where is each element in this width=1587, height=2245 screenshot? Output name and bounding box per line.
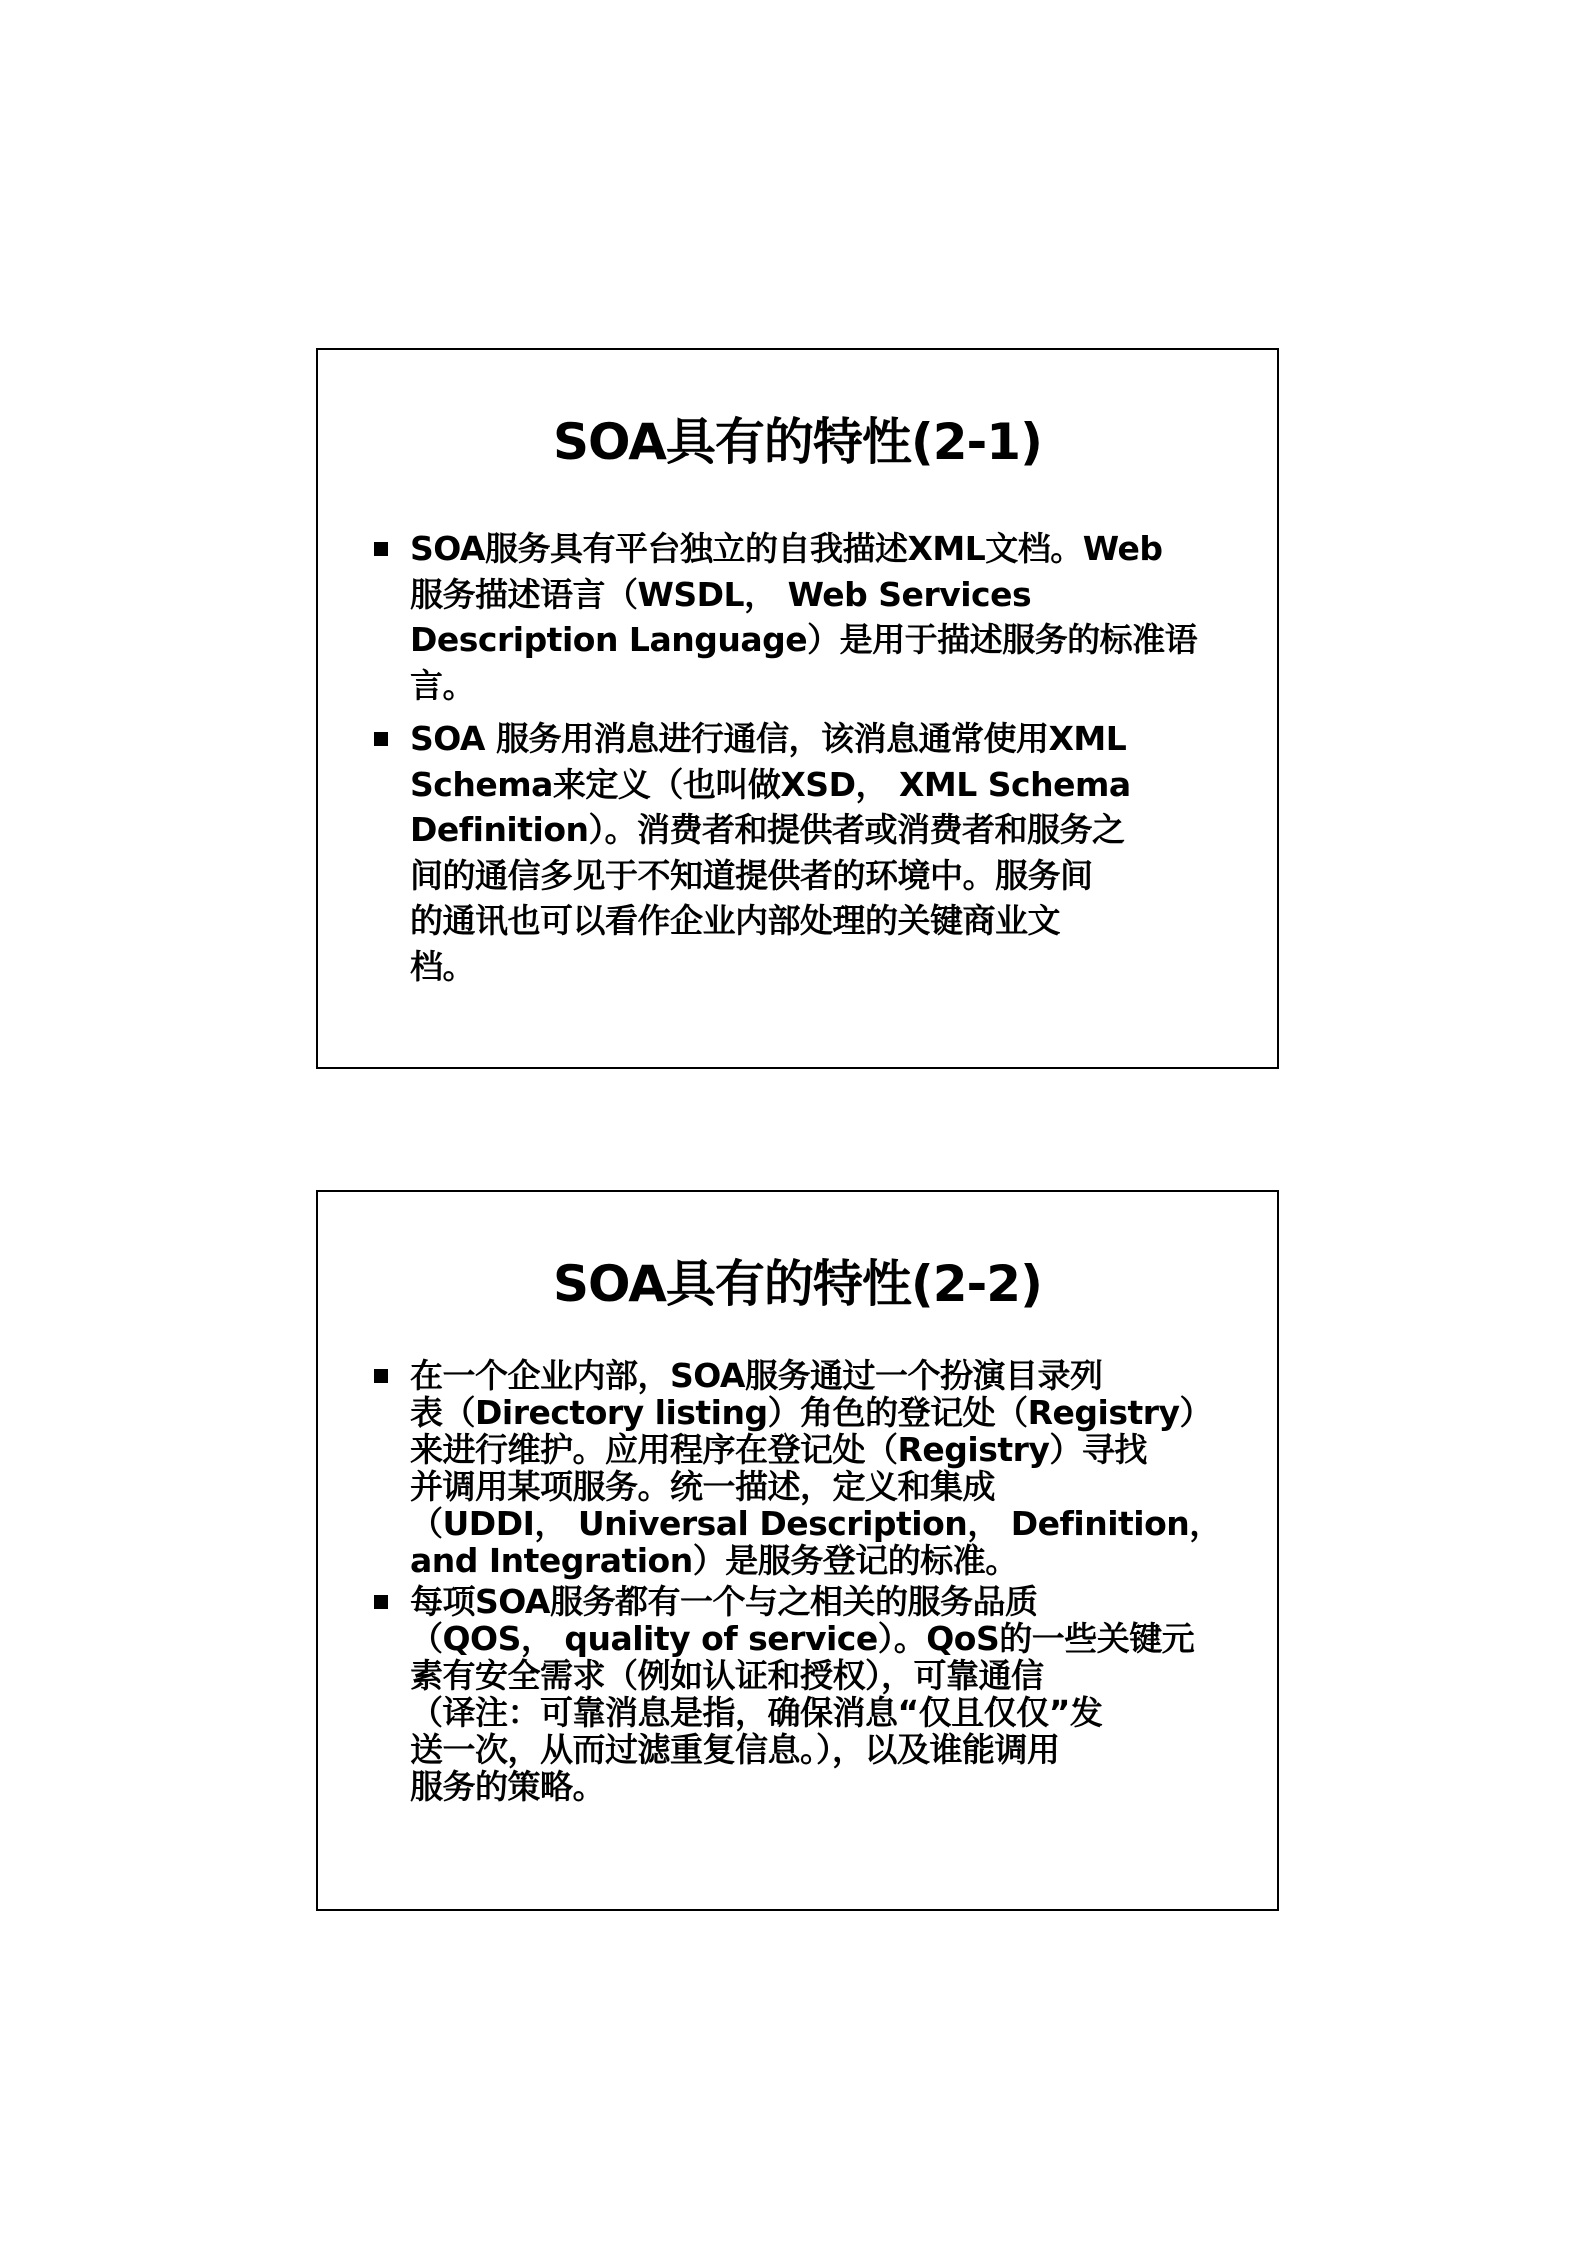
text-line: 并调用某项服务。统一描述，定义和集成 [410,1467,995,1506]
slide-2 [316,1190,1279,1911]
text-line: 言。 [410,665,475,705]
text-line: and Integration）是服务登记的标准。 [410,1541,1018,1580]
text-line: SOA服务具有平台独立的自我描述XML文档。Web [410,529,1163,568]
text-line: Definition）。消费者和提供者或消费者和服务之 [410,810,1125,849]
text-line: 每项SOA服务都有一个与之相关的服务品质 [410,1582,1038,1621]
slide-title: SOA具有的特性(2-2) [553,1255,1042,1313]
square-bullet-icon [374,1595,388,1609]
square-bullet-icon [374,732,388,746]
text-line: 表（Directory listing）角色的登记处（Registry） [410,1393,1213,1432]
text-line: 来进行维护。应用程序在登记处（Registry）寻找 [410,1430,1147,1469]
text-line: （QOS， quality of service）。QoS的一些关键元 [410,1619,1195,1658]
text-line: 的通讯也可以看作企业内部处理的关键商业文 [410,901,1060,940]
text-line: 在一个企业内部，SOA服务通过一个扮演目录列 [410,1356,1103,1395]
slide-title: SOA具有的特性(2-1) [553,413,1042,471]
text-line: 素有安全需求（例如认证和授权），可靠通信 [410,1656,1044,1695]
square-bullet-icon [374,1369,388,1383]
text-line: （UDDI， Universal Description， Definition， [410,1504,1222,1543]
text-line: （译注：可靠消息是指，确保消息“仅且仅仅”发 [410,1693,1103,1732]
text-line: Description Language）是用于描述服务的标准语 [410,620,1198,659]
text-line: SOA 服务用消息进行通信，该消息通常使用XML [410,719,1127,758]
text-line: 间的通信多见于不知道提供者的环境中。服务间 [410,855,1093,895]
text-line: 服务的策略。 [410,1767,605,1806]
text-line: 档。 [410,946,475,986]
text-line: Schema来定义（也叫做XSD， XML Schema [410,764,1131,804]
slide-1 [316,348,1279,1069]
text-line: 送一次，从而过滤重复信息。），以及谁能调用 [410,1730,1060,1769]
square-bullet-icon [374,542,388,556]
text-line: 服务描述语言（WSDL， Web Services [410,574,1032,614]
